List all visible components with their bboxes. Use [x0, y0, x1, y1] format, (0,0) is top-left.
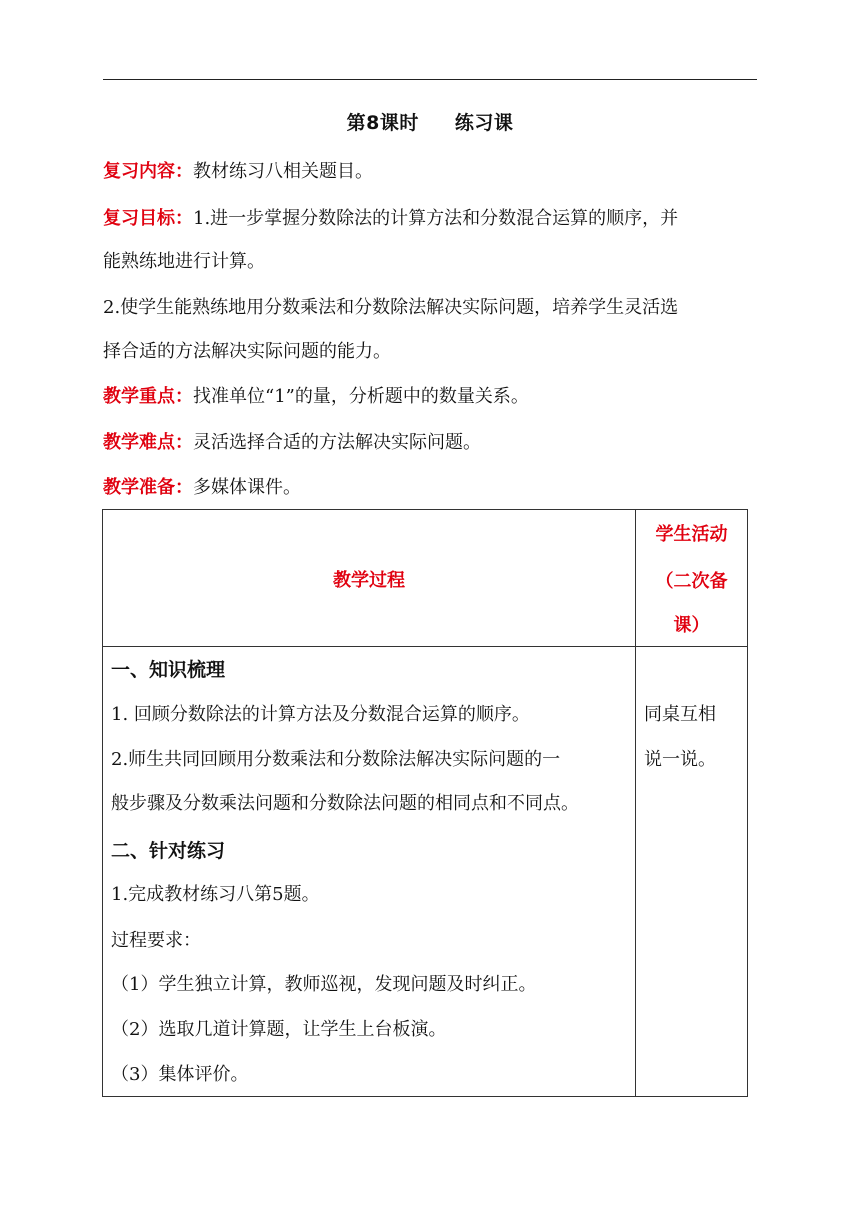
preparation-label: 教学准备： — [103, 477, 193, 498]
process-requirements: 过程要求： — [111, 930, 201, 951]
header-rule — [103, 79, 757, 80]
difficulties-label: 教学难点： — [103, 432, 193, 453]
difficulties-line — [103, 431, 763, 455]
table-column-divider — [635, 510, 636, 1096]
lesson-name: 练习课 — [454, 112, 514, 134]
student-activity-line-2: 说一说。 — [644, 749, 716, 770]
section-knowledge-review: 一、知识梳理 — [111, 659, 226, 681]
page-title — [103, 108, 757, 135]
header-teaching-process: 教学过程 — [333, 570, 405, 591]
review-item-2-line-2: 般步骤及分数乘法问题和分数除法问题的相同点和不同点。 — [111, 793, 579, 814]
review-content-line — [103, 160, 763, 184]
step-3: （3）集体评价。 — [111, 1064, 249, 1085]
preparation-text: 多媒体课件。 — [193, 477, 301, 498]
section-targeted-practice: 二、针对练习 — [111, 840, 226, 862]
review-item-2-line-1: 2.师生共同回顾用分数乘法和分数除法解决实际问题的一 — [111, 749, 561, 770]
review-goals-text-4: 择合适的方法解决实际问题的能力。 — [103, 341, 391, 362]
step-2: （2）选取几道计算题，让学生上台板演。 — [111, 1019, 447, 1040]
header-activity-line-3: 课） — [673, 615, 710, 636]
review-goals-label: 复习目标： — [103, 208, 193, 229]
key-points-line — [103, 385, 763, 409]
exercise-1: 1.完成教材练习八第5题。 — [111, 884, 320, 905]
review-goals-text-2: 能熟练地进行计算。 — [103, 251, 265, 272]
lesson-number: 第8课时 — [346, 112, 419, 134]
review-goals-text-3: 2.使学生能熟练地用分数乘法和分数除法解决实际问题，培养学生灵活选 — [103, 297, 679, 318]
difficulties-text: 灵活选择合适的方法解决实际问题。 — [193, 432, 481, 453]
review-content-text: 教材练习八相关题目。 — [193, 161, 373, 182]
key-points-label: 教学重点： — [103, 386, 193, 407]
step-1: （1）学生独立计算，教师巡视，发现问题及时纠正。 — [111, 974, 537, 995]
key-points-text: 找准单位“1”的量，分析题中的数量关系。 — [193, 386, 529, 407]
review-content-label: 复习内容： — [103, 161, 193, 182]
table-header-divider — [103, 646, 747, 647]
header-activity-line-1: 学生活动 — [655, 524, 728, 545]
review-goals-text-1: 1.进一步掌握分数除法的计算方法和分数混合运算的顺序，并 — [193, 208, 679, 229]
header-activity-line-2: （二次备 — [655, 571, 728, 592]
student-activity-line-1: 同桌互相 — [644, 704, 716, 725]
preparation-line — [103, 476, 763, 500]
lesson-table — [102, 509, 748, 1097]
review-goals-line — [103, 207, 763, 231]
review-item-1: 1. 回顾分数除法的计算方法及分数混合运算的顺序。 — [111, 704, 530, 725]
